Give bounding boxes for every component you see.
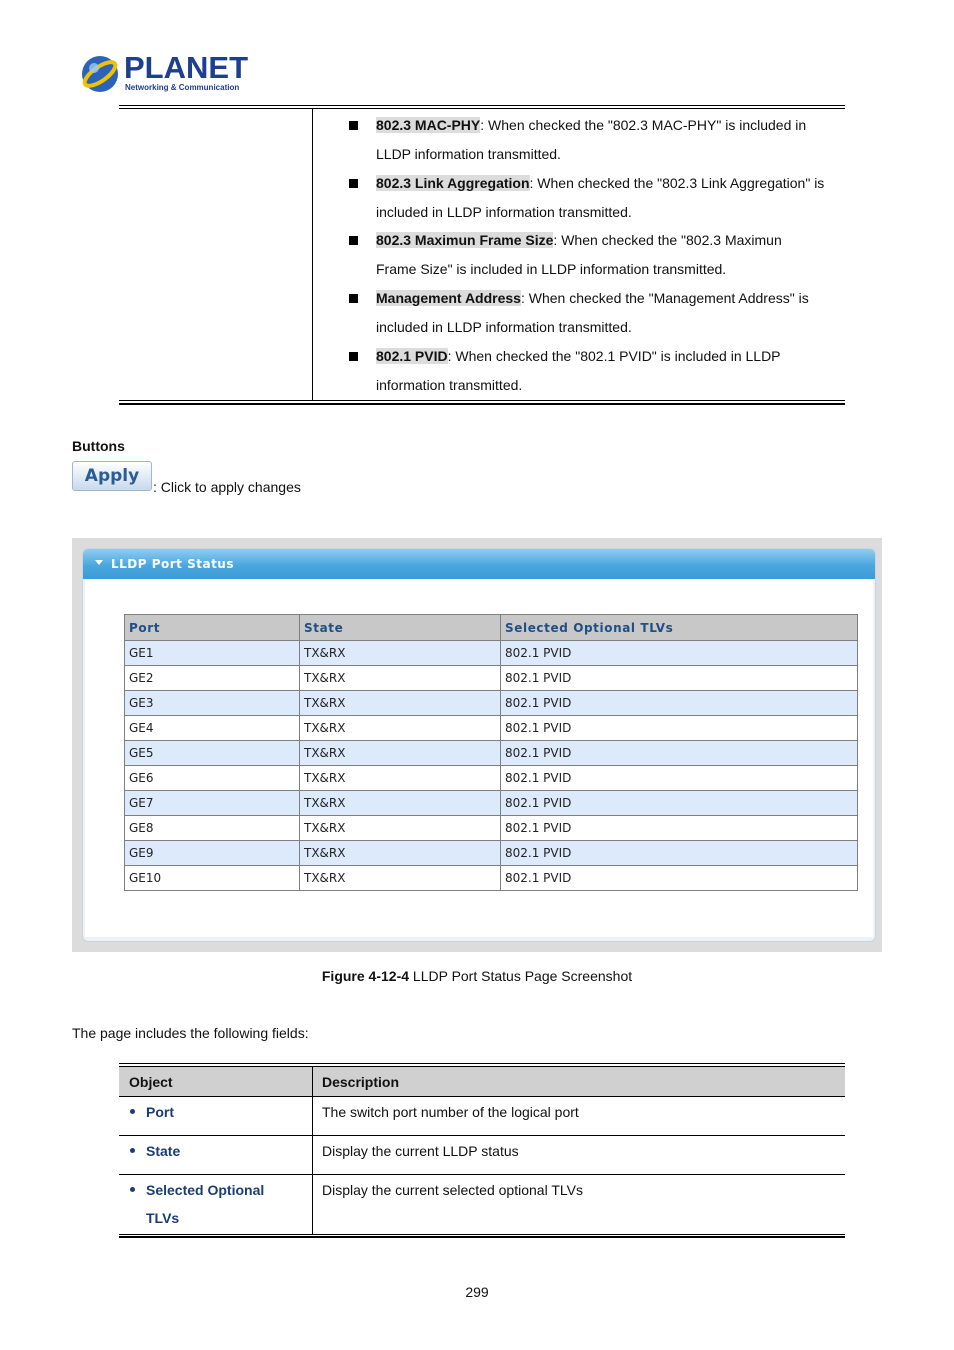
- cell-port: GE2: [125, 666, 300, 691]
- table-row: [125, 816, 858, 841]
- tlv-options-table: [119, 105, 845, 404]
- option-max-frame-size: 802.3 Maximun Frame Size: When checked the "802.3 Maximun Frame Size" is included in LLDP information transmitted.: [376, 232, 782, 277]
- table-row: [125, 766, 858, 791]
- cell-port: GE3: [125, 691, 300, 716]
- option-pvid: 802.1 PVID: When checked the "802.1 PVID" is included in LLDP information transmitted.: [376, 348, 781, 393]
- apply-button[interactable]: Apply: [72, 461, 152, 491]
- figure-caption: Figure 4-12-4 LLDP Port Status Page Screenshot: [321, 968, 633, 984]
- cell-port: GE8: [125, 816, 300, 841]
- cell-state: TX&RX: [300, 741, 501, 766]
- bullet-icon: [349, 352, 358, 361]
- bullet-icon: [349, 294, 358, 303]
- table-row: [125, 716, 858, 741]
- bullet-icon: [349, 179, 358, 188]
- cell-tlvs: 802.1 PVID: [501, 841, 858, 866]
- fields-intro: The page includes the following fields:: [72, 1025, 309, 1041]
- cell-port: GE7: [125, 791, 300, 816]
- lldp-port-status-screenshot: [72, 538, 882, 952]
- header-description: Description: [322, 1074, 400, 1090]
- page-number: 299: [465, 1284, 489, 1300]
- cell-tlvs: 802.1 PVID: [501, 641, 858, 666]
- table-row: [125, 841, 858, 866]
- cell-tlvs: 802.1 PVID: [501, 866, 858, 891]
- option-management-address: Management Address: When checked the "Management Address" is included in LLDP information transmitted.: [376, 290, 809, 335]
- cell-tlvs: 802.1 PVID: [501, 691, 858, 716]
- field-desc-tlvs: Display the current selected optional TLVs: [322, 1182, 583, 1198]
- column-header-port: Port: [125, 615, 300, 641]
- cell-state: TX&RX: [300, 666, 501, 691]
- cell-tlvs: 802.1 PVID: [501, 791, 858, 816]
- cell-port: GE5: [125, 741, 300, 766]
- buttons-heading: Buttons: [72, 438, 125, 454]
- table-row: [125, 866, 858, 891]
- cell-tlvs: 802.1 PVID: [501, 741, 858, 766]
- logo-wordmark: PLANET: [124, 50, 248, 85]
- table-row: [125, 641, 858, 666]
- cell-tlvs: 802.1 PVID: [501, 816, 858, 841]
- panel-header[interactable]: [83, 549, 875, 579]
- table-row: [125, 791, 858, 816]
- field-object-tlvs: Selected Optional TLVs: [146, 1182, 265, 1226]
- cell-tlvs: 802.1 PVID: [501, 766, 858, 791]
- option-mac-phy: 802.3 MAC-PHY: When checked the "802.3 MAC-PHY" is included in LLDP information transmitted.: [376, 117, 807, 162]
- collapse-triangle-icon[interactable]: [95, 560, 103, 565]
- cell-state: TX&RX: [300, 866, 501, 891]
- lldp-status-table: [124, 614, 858, 891]
- logo-tagline: Networking & Communication: [125, 83, 240, 92]
- cell-state: TX&RX: [300, 816, 501, 841]
- bullet-dot-icon: [130, 1109, 135, 1114]
- table-row: [125, 741, 858, 766]
- field-object-port: Port: [146, 1104, 174, 1120]
- fields-header-row: [119, 1067, 845, 1097]
- bullet-icon: [349, 121, 358, 130]
- cell-port: GE1: [125, 641, 300, 666]
- cell-state: TX&RX: [300, 766, 501, 791]
- field-desc-state: Display the current LLDP status: [322, 1143, 519, 1159]
- column-header-tlvs: Selected Optional TLVs: [501, 615, 858, 641]
- planet-logo: [78, 50, 248, 96]
- header-object: Object: [129, 1074, 173, 1090]
- field-desc-port: The switch port number of the logical port: [322, 1104, 579, 1120]
- table-row: [125, 691, 858, 716]
- cell-state: TX&RX: [300, 641, 501, 666]
- cell-state: TX&RX: [300, 691, 501, 716]
- cell-port: GE10: [125, 866, 300, 891]
- cell-state: TX&RX: [300, 791, 501, 816]
- apply-description: : Click to apply changes: [153, 479, 301, 495]
- table-row: [125, 666, 858, 691]
- cell-tlvs: 802.1 PVID: [501, 666, 858, 691]
- bullet-dot-icon: [130, 1148, 135, 1153]
- globe-icon: [78, 50, 122, 94]
- field-object-state: State: [146, 1143, 181, 1159]
- cell-tlvs: 802.1 PVID: [501, 716, 858, 741]
- bullet-dot-icon: [130, 1187, 135, 1192]
- cell-port: GE9: [125, 841, 300, 866]
- bullet-icon: [349, 236, 358, 245]
- lldp-port-status-panel: [82, 548, 876, 942]
- option-link-aggregation: 802.3 Link Aggregation: When checked the "802.3 Link Aggregation" is included in LLDP information transmitted.: [376, 175, 825, 220]
- cell-port: GE6: [125, 766, 300, 791]
- cell-port: GE4: [125, 716, 300, 741]
- cell-state: TX&RX: [300, 716, 501, 741]
- panel-title: LLDP Port Status: [111, 557, 234, 571]
- cell-state: TX&RX: [300, 841, 501, 866]
- column-header-state: State: [300, 615, 501, 641]
